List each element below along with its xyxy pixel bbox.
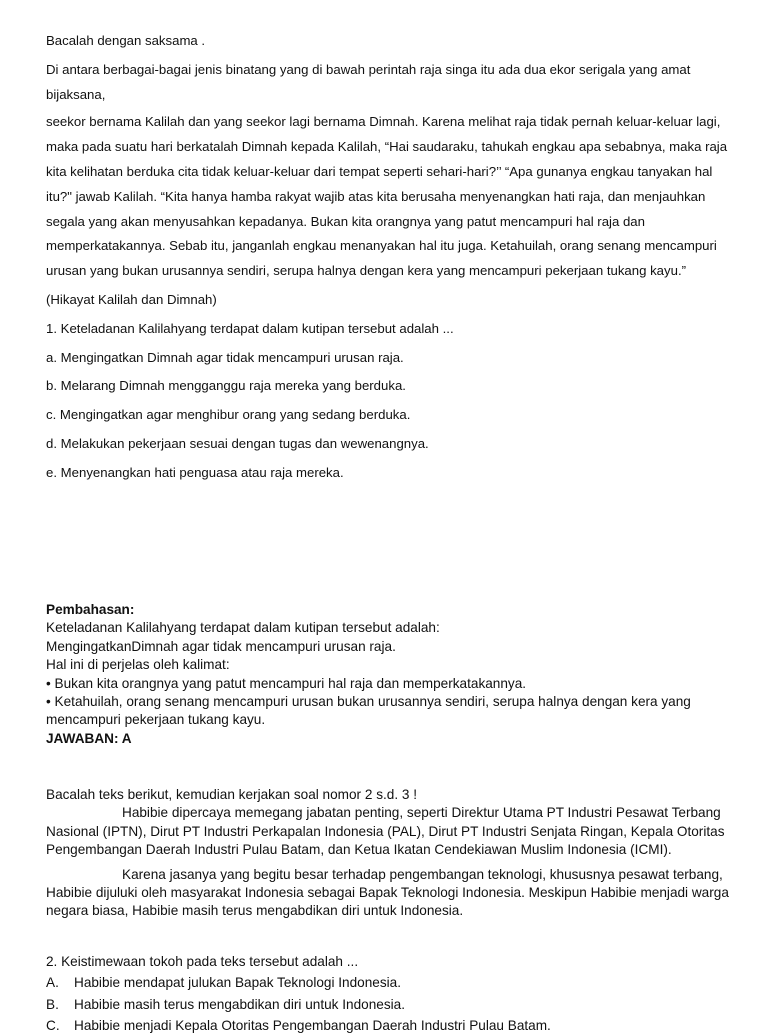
passage-2 — [46, 786, 736, 921]
option-text: Habibie mendapat julukan Bapak Teknologi Indonesia. — [74, 975, 401, 991]
passage-1 — [46, 29, 736, 486]
discussion-bullet-1: • Bukan kita orangnya yang patut mencampuri hal raja dan memperkatakannya. — [46, 675, 527, 691]
question-1-option-e: e. Menyenangkan hati penguasa atau raja mereka. — [46, 464, 344, 480]
discussion-line-2: MengingatkanDimnah agar tidak mencampuri urusan raja. — [46, 638, 396, 654]
discussion-bullet-2: • Ketahuilah, orang senang mencampuri urusan bukan urusannya sendiri, serupa halnya dengan kera yang mencampuri pekerjaan tukang kayu. — [46, 694, 691, 728]
question-2-stem: 2. Keistimewaan tokoh pada teks tersebut adalah ... — [46, 954, 359, 969]
question-1-option-c: c. Mengingatkan agar menghibur orang yang sedang berduka. — [46, 407, 411, 423]
discussion-line-1: Keteladanan Kalilahyang terdapat dalam kutipan tersebut adalah: — [46, 620, 440, 636]
question-1-option-d: d. Melakukan pekerjaan sesuai dengan tugas dan wewenangnya. — [46, 435, 429, 451]
option-text: Habibie menjadi Kepala Otoritas Pengembangan Daerah Industri Pulau Batam. — [74, 1018, 551, 1034]
discussion-heading: Pembahasan: — [46, 602, 135, 617]
passage-2-instruction: Bacalah teks berikut, kemudian kerjakan soal nomor 2 s.d. 3 ! — [46, 787, 418, 802]
answer-label: JAWABAN: A — [46, 730, 132, 746]
question-2 — [46, 953, 736, 1036]
passage-1-paragraph-1: Di antara berbagai-bagai jenis binatang yang di bawah perintah raja singa itu ada dua ekor serigala yang amat bijaksana, — [46, 61, 691, 102]
question-1-option-b: b. Melarang Dimnah mengganggu raja mereka yang berduka. — [46, 378, 406, 394]
option-text: Habibie masih terus mengabdikan diri untuk Indonesia. — [74, 996, 405, 1012]
option-letter: B. — [46, 996, 59, 1012]
question-2-option-c — [46, 1017, 736, 1035]
passage-2-paragraph-1: Habibie dipercaya memegang jabatan penting, seperti Direktur Utama PT Industri Pesawat Terbang Nasional (IPTN), Dirut PT Industri Perkapalan Indonesia (PAL), Dirut PT Industri Senjata Ringan, Kepala Otoritas Pengembangan Daerah Industri Pulau Batam, dan Ketua Ikatan Cendekiawan Muslim Indonesia (ICMI). — [46, 805, 725, 858]
discussion-section — [46, 601, 736, 748]
option-letter: C. — [46, 1018, 60, 1034]
passage-1-paragraph-2: seekor bernama Kalilah dan yang seekor lagi bernama Dimnah. Karena melihat raja tidak pernah keluar-keluar lagi, maka pada suatu hari berkatalah Dimnah kepada Kalilah, “Hai saudaraku, tahukah engkau apa sebabnya, maka raja kita kelihatan berduka cita tidak keluar-keluar dari tempat seperti sehari-hari?’’ “Apa gunanya engkau tanyakan hal itu?" jawab Kalilah. “Kita hanya hamba rakyat wajib atas kita berusaha menyenangkan hati raja, dan menjauhkan segala yang akan menyusahkan kepadanya. Bukan kita orangnya yang patut mencampuri hal raja dan memperkatakannya. Sebab itu, janganlah engkau menanyakan hal itu juga. Ketahuilah, orang senang mencampuri urusan yang bukan urusannya sendiri, serupa halnya dengan kera yang mencampuri pekerjaan tukang kayu.” — [46, 114, 728, 279]
passage-1-source: (Hikayat Kalilah dan Dimnah) — [46, 291, 217, 307]
question-2-option-b — [46, 996, 736, 1014]
option-letter: A. — [46, 975, 59, 991]
discussion-line-3: Hal ini di perjelas oleh kalimat: — [46, 657, 230, 673]
question-1-stem: 1. Keteladanan Kalilahyang terdapat dalam kutipan tersebut adalah ... — [46, 320, 454, 336]
question-1-option-a: a. Mengingatkan Dimnah agar tidak mencampuri urusan raja. — [46, 349, 404, 365]
passage-1-instruction: Bacalah dengan saksama . — [46, 33, 206, 48]
question-2-option-a — [46, 974, 736, 992]
passage-2-paragraph-2: Karena jasanya yang begitu besar terhadap pengembangan teknologi, khususnya pesawat terbang, Habibie dijuluki oleh masyarakat Indonesia sebagai Bapak Teknologi Indonesia. Meskipun Habibie menjadi warga negara biasa, Habibie masih terus mengabdikan diri untuk Indonesia. — [46, 866, 729, 919]
